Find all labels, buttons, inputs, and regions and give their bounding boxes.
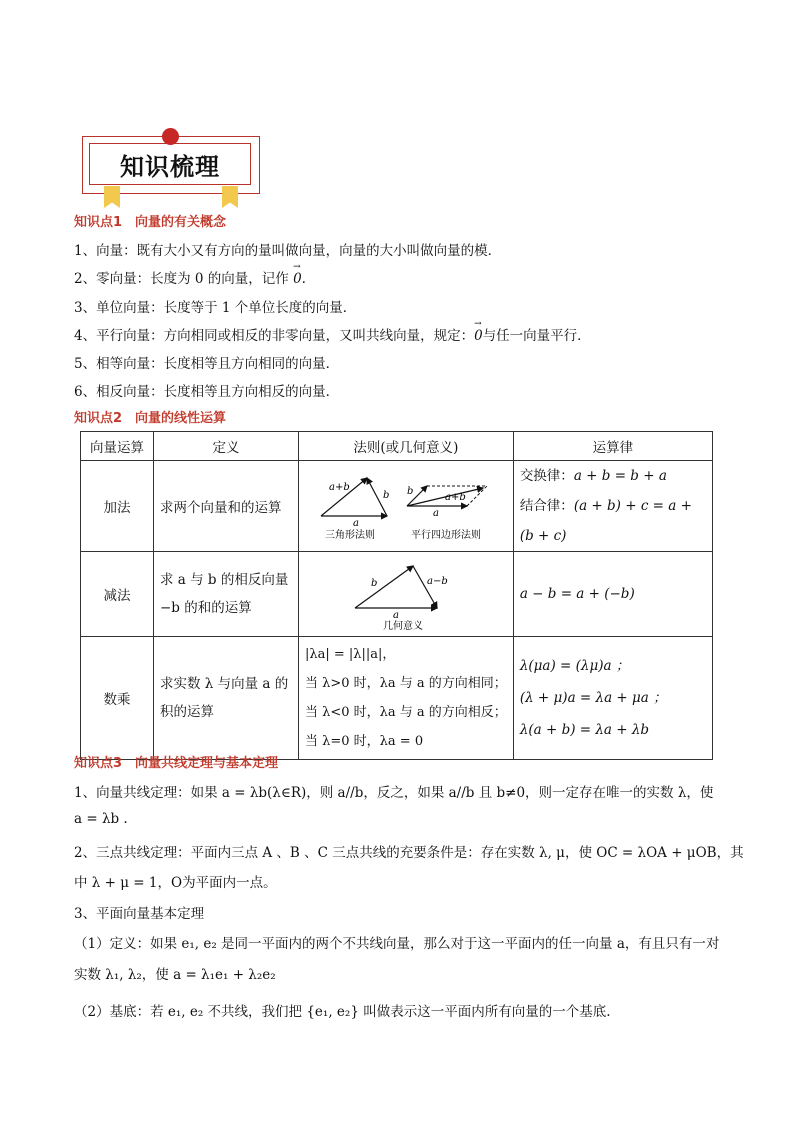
law-mul: λ(μa) = (λμ)a ； (λ + μ)a = λa + μa ； λ(a + b) = λa + λb — [513, 637, 712, 760]
addition-diagram — [299, 464, 499, 544]
par-label-b: b — [407, 486, 414, 497]
law-add — [513, 461, 712, 552]
op-add: 加法 — [81, 461, 154, 552]
k3-collinear-line2: a = λb . — [74, 811, 128, 827]
sub-label-a: a — [393, 610, 399, 621]
k3-basic-theorem: 3、平面向量基本定理 — [74, 906, 205, 922]
k1-item-1: 1、向量：既有大小又有方向的量叫做向量，向量的大小叫做向量的模． — [74, 243, 502, 259]
law-sub: a − b = a + (−b) — [513, 552, 712, 637]
table-row-mul — [81, 637, 713, 760]
sub-label-diff: a−b — [427, 576, 448, 587]
rule-mul: |λa| = |λ||a|， 当 λ>0 时，λa 与 a 的方向相同； 当 λ<0 时，λa 与 a 的方向相反； 当 λ=0 时，λa = 0 — [299, 637, 514, 760]
header-law: 运算律 — [513, 432, 712, 461]
tri-label-a: a — [353, 518, 359, 529]
banner-title: 知识梳理 — [89, 143, 251, 185]
sub-b-arrow — [355, 566, 413, 608]
k1-item-6: 6、相反向量：长度相等且方向相反的向量． — [74, 384, 340, 400]
zero-vector: → 0 — [474, 328, 483, 344]
header-rule: 法则(或几何意义) — [299, 432, 514, 461]
def-sub: 求 a 与 b 的相反向量 −b 的和的运算 — [154, 552, 299, 637]
par-label-a: a — [433, 508, 439, 519]
op-sub: 减法 — [81, 552, 154, 637]
k1-heading: 知识点1 向量的有关概念 — [74, 215, 227, 230]
k3-heading: 知识点3 向量共线定理与基本定理 — [74, 756, 279, 771]
tri-label-sum: a+b — [329, 482, 350, 493]
sub-diff-arrow — [413, 566, 437, 608]
k1-item-2: 2、零向量：长度为 0 的向量，记作 → 0. — [74, 267, 306, 287]
banner-ribbon-right — [222, 186, 238, 208]
table-header-row — [81, 432, 713, 461]
k1-item-3: 3、单位向量：长度等于 1 个单位长度的向量． — [74, 300, 357, 316]
caption-parallelogram: 平行四边形法则 — [411, 530, 481, 541]
k3-collinear-line1: 1、向量共线定理：如果 a = λb(λ∈R)，则 a//b，反之，如果 a//b 且 b≠0，则一定存在唯一的实数 λ，使 — [74, 785, 714, 801]
k3-three-points-line1: 2、三点共线定理：平面内三点 A 、B 、C 三点共线的充要条件是：存在实数 λ, μ，使 OC = λOA + μOB，其 — [74, 845, 744, 861]
law-commutative: 交换律：a + b = b + a — [519, 468, 667, 484]
zero-vector: → 0 — [293, 271, 302, 287]
table-row-add — [81, 461, 713, 552]
k3-definition-line1: （1）定义：如果 e₁, e₂ 是同一平面内的两个不共线向量，那么对于这一平面内的任一向量 a，有且只有一对 — [74, 936, 720, 952]
op-mul: 数乘 — [81, 637, 154, 760]
law-associative: 结合律：(a + b) + c = a + (b + c) — [519, 498, 692, 544]
section-banner — [82, 136, 260, 194]
subtraction-diagram — [299, 552, 499, 632]
caption-triangle: 三角形法则 — [325, 530, 375, 541]
par-label-sum: a+b — [445, 492, 466, 503]
k1-item-5: 5、相等向量：长度相等且方向相同的向量． — [74, 356, 340, 372]
k2-heading: 知识点2 向量的线性运算 — [74, 411, 227, 426]
caption-geometry: 几何意义 — [383, 621, 423, 632]
k3-three-points-line2: 中 λ + μ = 1，O为平面内一点。 — [74, 875, 277, 891]
k3-definition-line2: 实数 λ₁, λ₂，使 a = λ₁e₁ + λ₂e₂ — [74, 967, 276, 983]
tri-label-b: b — [383, 490, 390, 501]
table-row-sub — [81, 552, 713, 637]
banner-dot — [162, 128, 179, 145]
k3-basis: （2）基底：若 e₁, e₂ 不共线，我们把 {e₁, e₂} 叫做表示这一平面内所有向量的一个基底. — [74, 1004, 611, 1020]
def-mul: 求实数 λ 与向量 a 的 积的运算 — [154, 637, 299, 760]
def-add: 求两个向量和的运算 — [154, 461, 299, 552]
rule-sub — [299, 552, 514, 637]
rule-add — [299, 461, 514, 552]
header-definition: 定义 — [154, 432, 299, 461]
header-operation: 向量运算 — [81, 432, 154, 461]
linear-operations-table — [80, 431, 713, 760]
sub-label-b: b — [371, 578, 378, 589]
k1-item-4: 4、平行向量：方向相同或相反的非零向量，又叫共线向量，规定：→ 0与任一向量平行． — [74, 324, 591, 344]
banner-ribbon-left — [104, 186, 120, 208]
